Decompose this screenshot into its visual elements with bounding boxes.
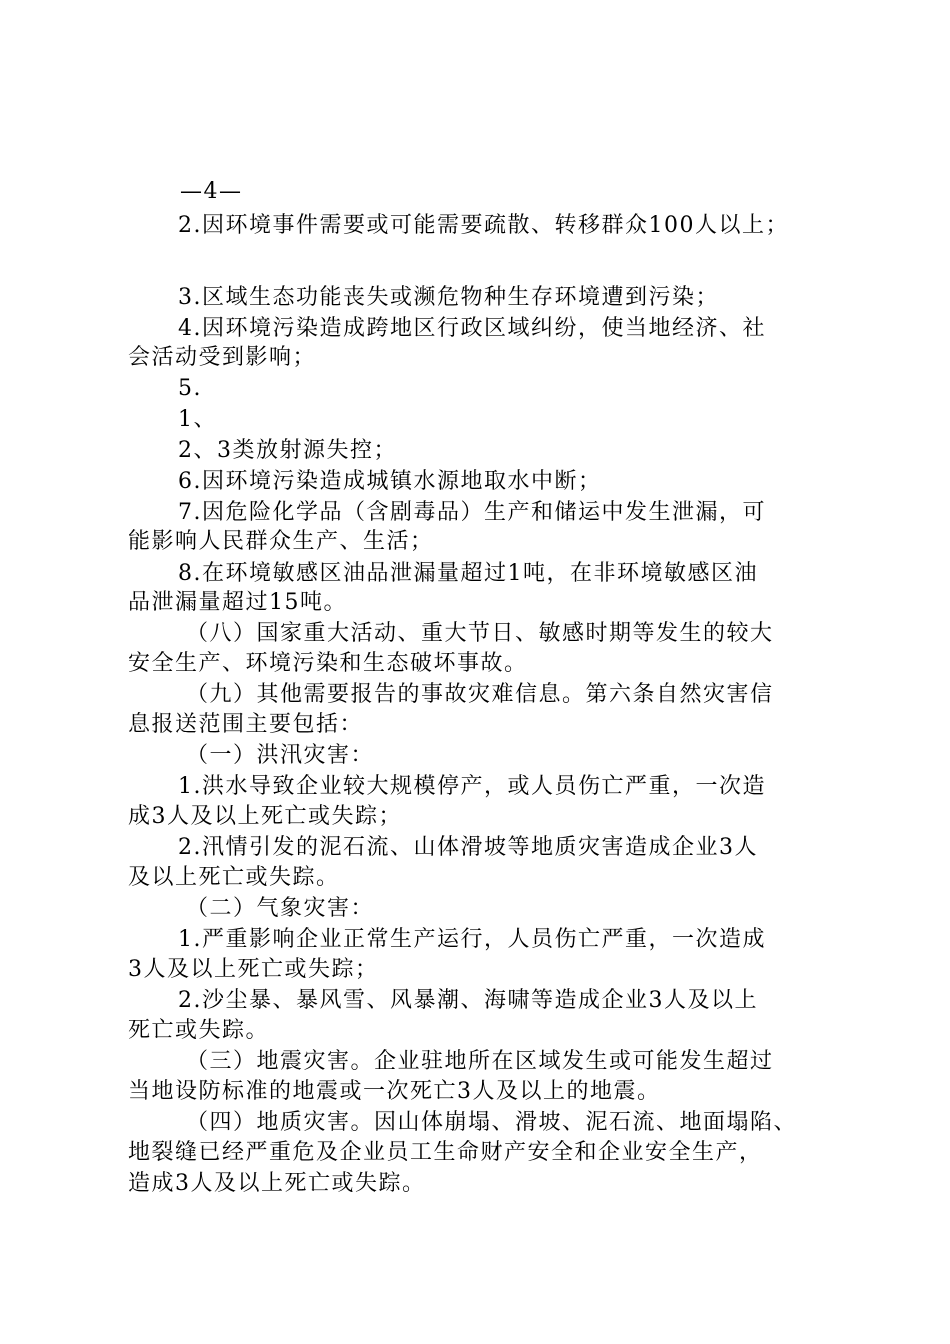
paragraph-line: 1、 xyxy=(178,407,217,432)
paragraph-line: 8.在环境敏感区油品泄漏量超过1吨，在非环境敏感区油 xyxy=(178,561,758,586)
paragraph-line: 2.因环境事件需要或可能需要疏散、转移群众100人以上； xyxy=(178,213,789,238)
paragraph-line: 地裂缝已经严重危及企业员工生命财产安全和企业安全生产， xyxy=(128,1140,763,1165)
paragraph-line: 息报送范围主要包括： xyxy=(128,712,364,737)
paragraph-line: 1.严重影响企业正常生产运行，人员伤亡严重，一次造成 xyxy=(178,927,766,952)
paragraph-line: （三）地震灾害。企业驻地所在区域发生或可能发生超过 xyxy=(186,1049,774,1074)
paragraph-line: 1.洪水导致企业较大规模停产，或人员伤亡严重，一次造 xyxy=(178,774,766,799)
section-heading: （一）洪汛灾害： xyxy=(186,743,375,768)
paragraph-line: 5. xyxy=(178,376,202,401)
paragraph-line: （四）地质灾害。因山体崩塌、滑坡、泥石流、地面塌陷、 xyxy=(186,1110,798,1135)
paragraph-line: 2.汛情引发的泥石流、山体滑坡等地质灾害造成企业3人 xyxy=(178,835,758,860)
paragraph-line: 成3人及以上死亡或失踪； xyxy=(128,804,402,829)
paragraph-line: 会活动受到影响； xyxy=(128,345,317,370)
paragraph-line: 当地设防标准的地震或一次死亡3人及以上的地震。 xyxy=(128,1079,661,1104)
paragraph-line: 安全生产、环境污染和生态破坏事故。 xyxy=(128,651,528,676)
section-heading: （二）气象灾害： xyxy=(186,896,375,921)
paragraph-line: 造成3人及以上死亡或失踪。 xyxy=(128,1171,426,1196)
paragraph-line: 6.因环境污染造成城镇水源地取水中断； xyxy=(178,469,602,494)
paragraph-line: 死亡或失踪。 xyxy=(128,1018,270,1043)
paragraph-line: 4.因环境污染造成跨地区行政区域纠纷，使当地经济、社 xyxy=(178,316,766,341)
paragraph-line: 3.区域生态功能丧失或濒危物种生存环境遭到污染； xyxy=(178,285,719,310)
paragraph-line: （八）国家重大活动、重大节日、敏感时期等发生的较大 xyxy=(186,621,774,646)
paragraph-line: 3人及以上死亡或失踪； xyxy=(128,957,379,982)
paragraph-line: 7.因危险化学品（含剧毒品）生产和储运中发生泄漏，可 xyxy=(178,500,766,525)
paragraph-line: （九）其他需要报告的事故灾难信息。第六条自然灾害信 xyxy=(186,682,774,707)
paragraph-line: 能影响人民群众生产、生活； xyxy=(128,529,434,554)
page-number-marker: —4— xyxy=(180,179,243,204)
paragraph-line: 品泄漏量超过15吨。 xyxy=(128,590,347,615)
paragraph-line: 及以上死亡或失踪。 xyxy=(128,865,340,890)
paragraph-line: 2、3类放射源失控； xyxy=(178,438,397,463)
paragraph-line: 2.沙尘暴、暴风雪、风暴潮、海啸等造成企业3人及以上 xyxy=(178,988,758,1013)
